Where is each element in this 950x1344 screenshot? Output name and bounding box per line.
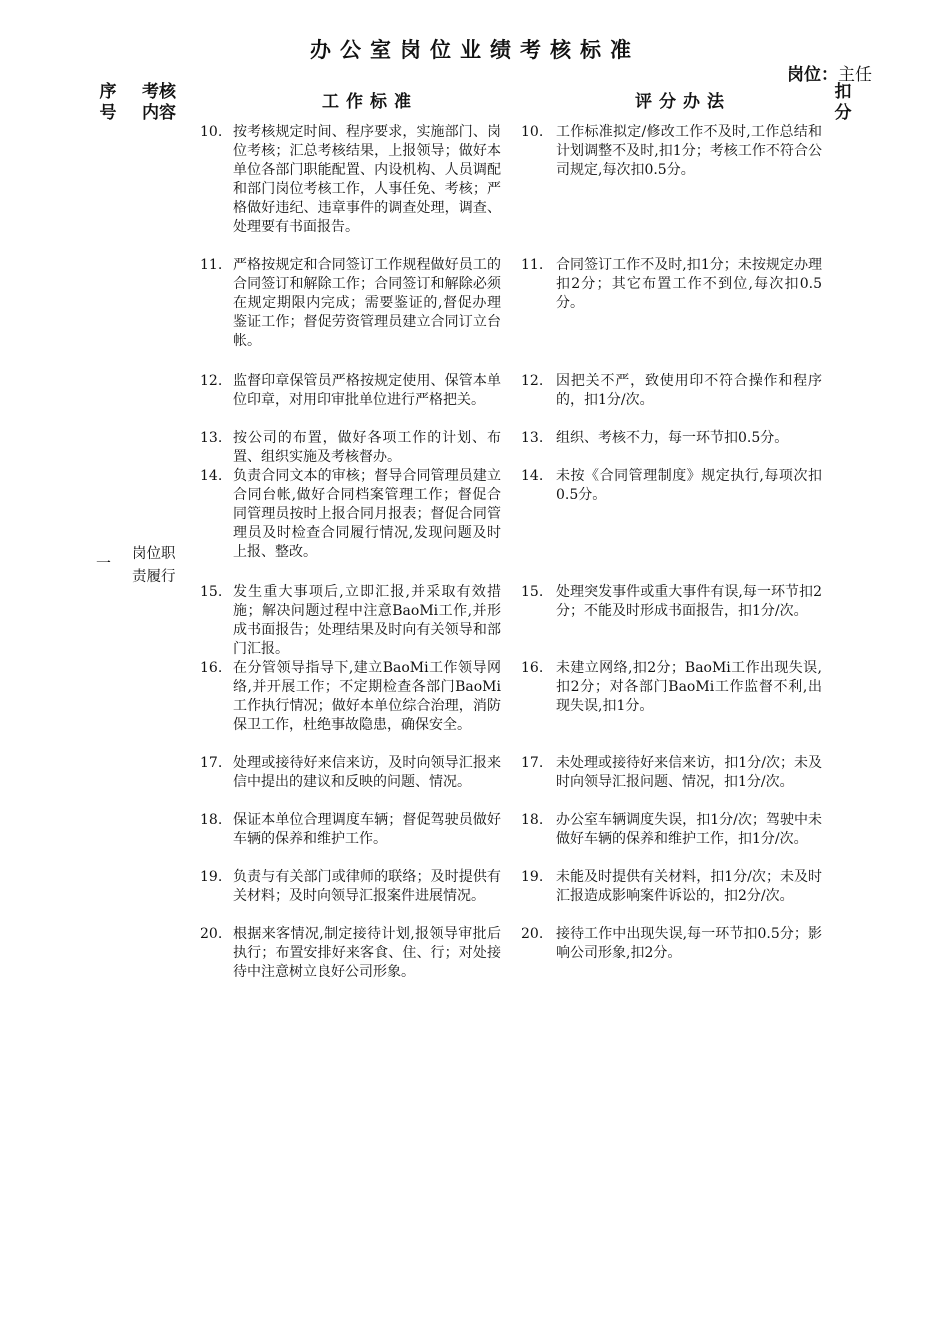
method-number: 16. <box>521 660 544 676</box>
post-value: 主任 <box>838 65 872 85</box>
scoring-method-text: 合同签订工作不及时,扣1分；未按规定办理扣2分；其它布置工作不到位,每次扣0.5分。 <box>556 257 822 311</box>
row-number: 13. <box>200 430 223 446</box>
work-standard-text: 监督印章保管员严格按规定使用、保管本单位印章，对用印审批单位进行严格把关。 <box>233 373 501 408</box>
method-number: 11. <box>521 257 544 273</box>
method-number: 12. <box>521 373 544 389</box>
method-number: 15. <box>521 584 544 600</box>
table-row <box>196 811 826 868</box>
post-line <box>787 60 872 85</box>
header-scoring-method: 评分办法 <box>635 92 731 112</box>
work-standard-text: 按公司的布置，做好各项工作的计划、布置、组织实施及考核督办。 <box>233 430 501 465</box>
method-number: 19. <box>521 869 544 885</box>
row-number: 16. <box>200 660 223 676</box>
scoring-method-text: 工作标准拟定/修改工作不及时,工作总结和计划调整不及时,扣1分；考核工作不符合公司规定,每次扣0.5分。 <box>556 124 822 178</box>
method-number: 13. <box>521 430 544 446</box>
scoring-method-text: 未能及时提供有关材料，扣1分/次；未及时汇报造成影响案件诉讼的，扣2分/次。 <box>556 869 822 904</box>
post-label: 岗位： <box>787 65 838 85</box>
table-row <box>196 123 826 256</box>
scoring-method-text: 办公室车辆调度失误，扣1分/次；驾驶中未做好车辆的保养和维护工作，扣1分/次。 <box>556 812 822 847</box>
section-name: 岗位职责履行 <box>132 546 176 585</box>
work-standard-text: 按考核规定时间、程序要求，实施部门、岗位考核；汇总考核结果，上报领导；做好本单位各部门职能配置、内设机构、人员调配和部门岗位考核工作，人事任免、考核；严格做好违纪、违章事件的调查处理，调查、处理要有书面报告。 <box>233 124 501 235</box>
work-standard-text: 发生重大事项后,立即汇报,并采取有效措施；解决问题过程中注意BaoMi工作,并形成书面报告；处理结果及时向有关领导和部门汇报。 <box>233 584 501 657</box>
row-number: 20. <box>200 926 223 942</box>
work-standard-text: 负责与有关部门或律师的联络；及时提供有关材料；及时向领导汇报案件进展情况。 <box>233 869 501 904</box>
work-standard-text: 在分管领导指导下,建立BaoMi工作领导网络,并开展工作；不定期检查各部门BaoMi工作执行情况；做好本单位综合治理，消防保卫工作，杜绝事故隐患，确保安全。 <box>233 660 501 733</box>
table-row <box>196 868 826 925</box>
work-standard-text: 处理或接待好来信来访，及时向领导汇报来信中提出的建议和反映的问题、情况。 <box>233 755 501 790</box>
work-standard-text: 保证本单位合理调度车辆；督促驾驶员做好车辆的保养和维护工作。 <box>233 812 501 847</box>
table-row <box>196 659 826 754</box>
row-number: 12. <box>200 373 223 389</box>
method-number: 17. <box>521 755 544 771</box>
header-work-standard: 工作标准 <box>322 92 418 112</box>
row-number: 18. <box>200 812 223 828</box>
scoring-method-text: 接待工作中出现失误,每一环节扣0.5分；影响公司形象,扣2分。 <box>556 926 822 961</box>
work-standard-text: 严格按规定和合同签订工作规程做好员工的合同签订和解除工作；合同签订和解除必须在规定期限内完成；需要鉴证的,督促办理鉴证工作；督促劳资管理员建立合同订立台帐。 <box>233 257 501 349</box>
table-row <box>196 583 826 659</box>
row-number: 14. <box>200 468 223 484</box>
row-number: 15. <box>200 584 223 600</box>
scoring-method-text: 未处理或接待好来信来访，扣1分/次；未及时向领导汇报问题、情况，扣1分/次。 <box>556 755 822 790</box>
work-standard-text: 负责合同文本的审核；督导合同管理员建立合同台帐,做好合同档案管理工作；督促合同管理员按时上报合同月报表；督促合同管理员及时检查合同履行情况,发现问题及时上报、整改。 <box>233 468 501 560</box>
method-number: 10. <box>521 124 544 140</box>
table-row <box>196 256 826 372</box>
method-number: 20. <box>521 926 544 942</box>
table-row <box>196 372 826 429</box>
section-number: 一 <box>96 554 112 572</box>
header-deduction: 扣分 <box>834 82 852 123</box>
row-number: 11. <box>200 257 223 273</box>
document-title: 办公室岗位业绩考核标准 <box>310 38 640 62</box>
method-number: 14. <box>521 468 544 484</box>
scoring-method-text: 组织、考核不力，每一环节扣0.5分。 <box>556 430 789 446</box>
row-number: 10. <box>200 124 223 140</box>
table-row <box>196 925 826 1005</box>
work-standard-text: 根据来客情况,制定接待计划,报领导审批后执行；布置安排好来客食、住、行；对处接待中注意树立良好公司形象。 <box>233 926 501 980</box>
header-sequence: 序号 <box>99 82 117 123</box>
row-number: 17. <box>200 755 223 771</box>
assessment-table <box>196 123 826 1005</box>
table-row <box>196 754 826 811</box>
scoring-method-text: 处理突发事件或重大事件有误,每一环节扣2分；不能及时形成书面报告，扣1分/次。 <box>556 584 822 619</box>
scoring-method-text: 未建立网络,扣2分；BaoMi工作出现失误,扣2分；对各部门BaoMi工作监督不利,出现失误,扣1分。 <box>556 660 822 714</box>
table-row <box>196 467 826 583</box>
scoring-method-text: 未按《合同管理制度》规定执行,每项次扣0.5分。 <box>556 468 822 503</box>
header-assessment-content: 考核内容 <box>142 82 176 123</box>
table-row <box>196 429 826 467</box>
row-number: 19. <box>200 869 223 885</box>
method-number: 18. <box>521 812 544 828</box>
scoring-method-text: 因把关不严，致使用印不符合操作和程序的，扣1分/次。 <box>556 373 822 408</box>
